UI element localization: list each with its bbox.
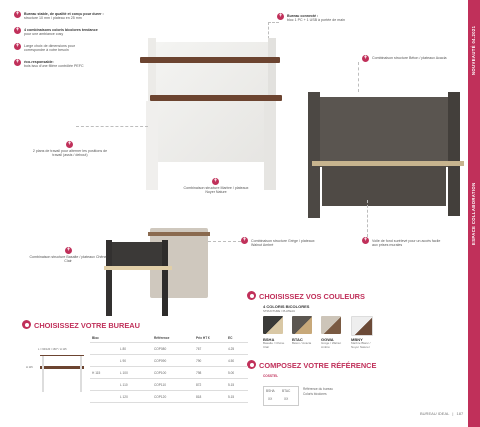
page-footer: BUREAU IDEAL | 187 <box>420 411 464 416</box>
callout-basalte: Combinaison structure Basalte / plateaux Chêne Clair <box>29 255 107 264</box>
plus-icon: + <box>66 247 71 253</box>
feature-3: Large choix de dimensions pour correspondre à votre besoin <box>24 44 75 53</box>
colors-subtitle: 4 COLORIS BICOLORES <box>263 304 310 309</box>
callout-marble: Combinaison structure Marbre / plateaux Noyer Nature <box>183 186 249 195</box>
page-number: 187 <box>456 411 464 416</box>
reference-icon <box>247 360 256 369</box>
bureau-table <box>90 334 248 403</box>
sidebar-new-label: NOUVEAUTÉ 04.2021 <box>471 25 476 75</box>
plus-icon: + <box>363 237 368 243</box>
bureau-title: CHOISISSEZ VOTRE BUREAU <box>34 321 140 330</box>
table-row: H 115 L 100 COP100 798 5.00 <box>90 367 248 379</box>
leader-line <box>358 62 365 92</box>
table-row: L 80 COP080 767 4.25 <box>90 343 248 355</box>
plus-icon: + <box>15 11 20 17</box>
plus-icon: + <box>15 59 20 65</box>
plus-icon: + <box>242 237 247 243</box>
sidebar-band <box>468 0 480 427</box>
footer-label: BUREAU IDEAL <box>420 411 450 416</box>
table-row: L 90 COP090 790 4.50 <box>90 355 248 367</box>
table-row: L 110 COP110 872 5.15 <box>90 379 248 391</box>
leader-line <box>76 126 148 145</box>
table-header: Bloc Référence Prix HT € EC <box>90 334 248 343</box>
sidebar-section-label: ESPACE COLLABORATION <box>471 182 476 245</box>
reference-sample: COSSTEL <box>263 374 279 378</box>
callout-vitre: Voile de fond surélevé pour un accès facile aux prises murales <box>372 239 441 248</box>
plus-icon: + <box>278 13 283 19</box>
plus-icon: + <box>67 141 72 147</box>
desk-icon <box>22 320 31 329</box>
feature-4: éco-responsable: bois issu d'une filière contrôlée PEFC <box>24 60 84 69</box>
palette-icon <box>247 291 256 300</box>
plus-icon: + <box>15 27 20 33</box>
reference-box: BSHA BTAC XX XX <box>263 386 299 406</box>
plus-icon: + <box>213 178 218 184</box>
plus-icon: + <box>363 55 368 61</box>
colors-title: CHOISISSEZ VOS COULEURS <box>259 292 365 301</box>
reference-legend-1: Référence du bureau <box>303 387 333 391</box>
table-row: L 120 COP120 818 5.15 <box>90 391 248 403</box>
plus-icon: + <box>15 43 20 49</box>
leader-line <box>208 241 241 243</box>
feature-2: 4 combinaisons coloris bicolores tendance pour une ambiance cosy <box>24 28 98 37</box>
connected-note: Bureau connecté : bloc 1 PC + 1 USB à portée de main <box>287 14 346 23</box>
colors-note: STRUCTURE / PLATEAU <box>263 309 296 313</box>
reference-legend-2: Coloris bicolores <box>303 392 327 396</box>
feature-1: Bureau stable, de qualité et conçu pour durer : structure 10 mm / plateau en 25 mm <box>24 12 104 21</box>
leader-line <box>367 200 369 237</box>
callout-beton: Combinaison structure Béton / plateaux Acacia <box>372 56 447 60</box>
callout-grege: Combinaison structure Grège / plateaux Walnut Ambré <box>251 239 315 248</box>
callout-plans: 2 plans de travail pour alterner les positions de travail (assis / debout) <box>32 149 108 158</box>
reference-title: COMPOSEZ VOTRE RÉFÉRENCE <box>259 361 377 370</box>
